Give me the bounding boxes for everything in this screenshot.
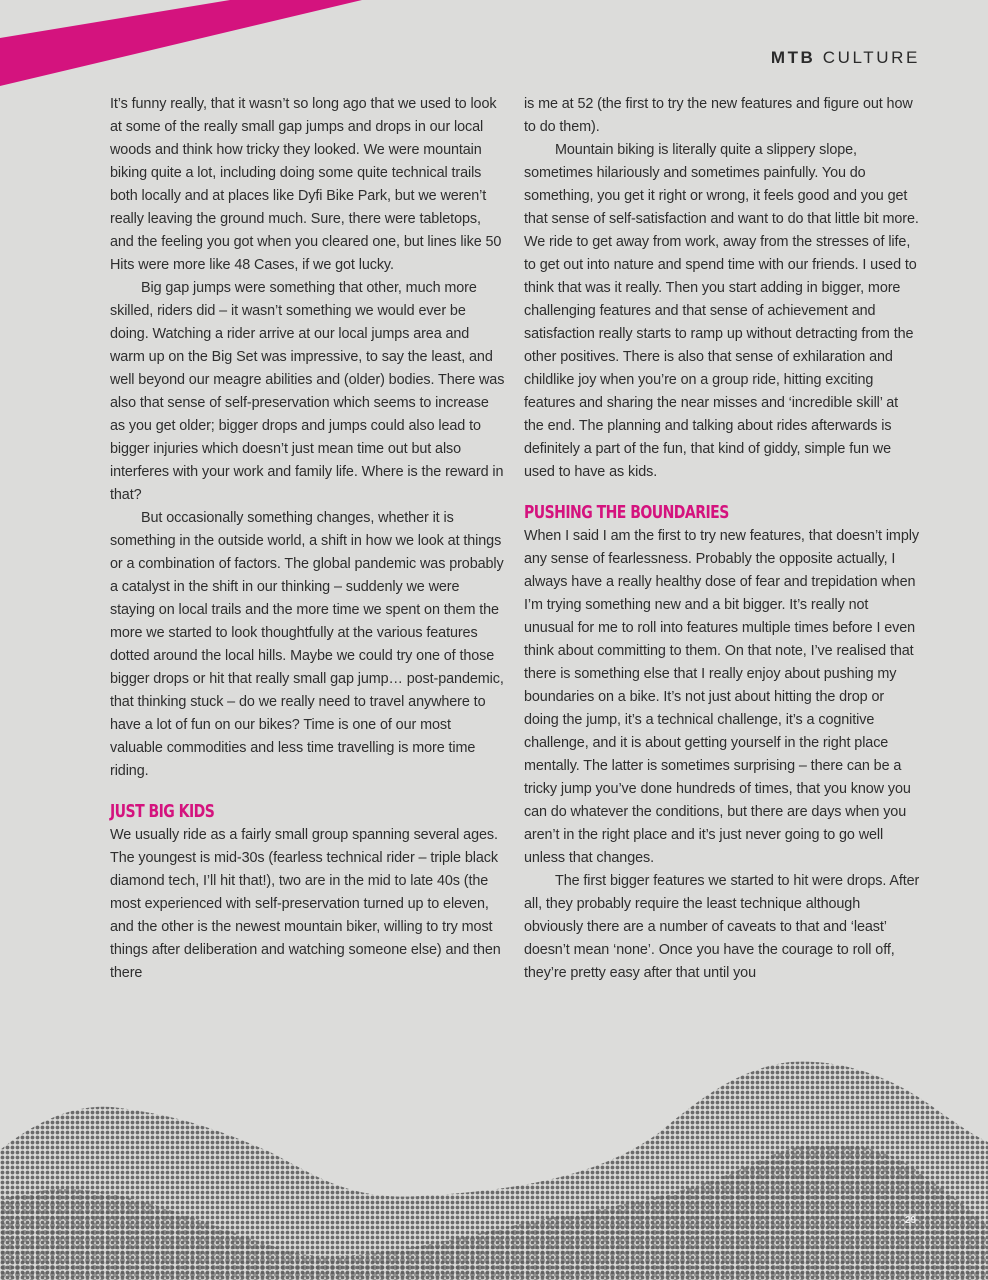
paragraph: Mountain biking is literally quite a slippery slope, sometimes hilariously and sometimes painfully. You do something, you get it right or wrong, it feels good and you get that sense of self-satisfaction and want to do that little bit more. We ride to get away from work, away from the stresses of life, to get out into nature and spend time with our friends. I used to think that was it really. Then you start adding in bigger, more challenging features and that sense of achievement and satisfaction really starts to ramp up without detracting from the other positives. There is also that sense of exhilaration and childlike joy when you’re on a group ride, hitting exciting features and sharing the near misses and ‘incredible skill’ at the end. The planning and talking about rides afterwards is definitely a part of the fun, that kind of giddy, simple fun we used to have as kids. bbox=[524, 142, 919, 480]
paragraph: We usually ride as a fairly small group spanning several ages. The youngest is mid-30s (fearless technical rider – triple black diamond tech, I’ll hit that!), two are in the mid to late 40s (the most experienced with self-preservation turned up to eleven, and the other is the newest mountain biker, willing to try most things after deliberation and watching someone else) and then there bbox=[110, 827, 501, 981]
paragraph: But occasionally something changes, whether it is something in the outside world, a shift in how we look at things or a combination of factors. The global pandemic was probably a catalyst in the shift in our thinking – suddenly we were staying on local trails and the more time we spent on them the more we started to look thoughtfully at the various features dotted around the local hills. Maybe we could try one of those bigger drops or hit that really small gap jump… post-pandemic, that thinking stuck – do we really need to travel anywhere to have a lot of fun on our bikes? Time is one of our most valuable commodities and less time travelling is more time riding. bbox=[110, 510, 504, 779]
paragraph: is me at 52 (the first to try the new features and figure out how to do them). bbox=[524, 96, 913, 135]
page-number: 29 bbox=[905, 1215, 917, 1226]
paragraph: It’s funny really, that it wasn’t so long ago that we used to look at some of the really small gap jumps and drops in our local woods and think how tricky they looked. We were mountain biking quite a lot, including doing some quite technical trails both locally and at places like Dyfi Bike Park, but we weren’t really leaving the ground much. Sure, there were tabletops, and the feeling you got when you cleared one, but lines like 50 Hits were more like 48 Cases, if we got lucky. bbox=[110, 96, 502, 273]
section-label-bold: MTB bbox=[770, 48, 816, 67]
section-heading: JUST BIG KIDS bbox=[110, 801, 215, 822]
section-label-rest: CULTURE bbox=[822, 48, 920, 67]
section-label bbox=[771, 48, 920, 68]
paragraph: Big gap jumps were something that other, much more skilled, riders did – it wasn’t something we would ever be doing. Watching a rider arrive at our local jumps area and warm up on the Big Set was impressive, to say the least, and well beyond our meagre abilities and (older) bodies. There was also that sense of self-preservation which seems to increase as you get older; bigger drops and jumps could also lead to bigger injuries which doesn’t just mean time out but also interferes with your work and family life. Where is the reward in that? bbox=[110, 280, 505, 503]
section-heading: PUSHING THE BOUNDARIES bbox=[524, 502, 729, 523]
halftone-mountain-illustration bbox=[0, 1040, 988, 1280]
article-column-right bbox=[524, 93, 920, 985]
paragraph: When I said I am the first to try new features, that doesn’t imply any sense of fearlessness. Probably the opposite actually, I always have a really healthy dose of fear and trepidation when I’m trying something new and a bit bigger. It’s really not unusual for me to roll into features multiple times before I even think about committing to them. On that note, I’ve realised that there is something else that I really enjoy about pushing my boundaries on a bike. It’s not just about hitting the drop or doing the jump, it’s a technical challenge, it’s a cognitive challenge, and it is about getting yourself in the right place mentally. The latter is sometimes surprising – there can be a tricky jump you’ve done hundreds of times, that you know you can do whatever the conditions, but there are days when you aren’t in the right place and it’s just never going to go well unless that changes. bbox=[524, 528, 919, 866]
accent-stripe bbox=[0, 0, 380, 95]
paragraph: The first bigger features we started to hit were drops. After all, they probably require the least technique although obviously there are a number of caveats to that and ‘least’ doesn’t mean ‘none’. Once you have the courage to roll off, they’re pretty easy after that until you bbox=[524, 873, 920, 981]
article-column-left bbox=[110, 93, 506, 985]
